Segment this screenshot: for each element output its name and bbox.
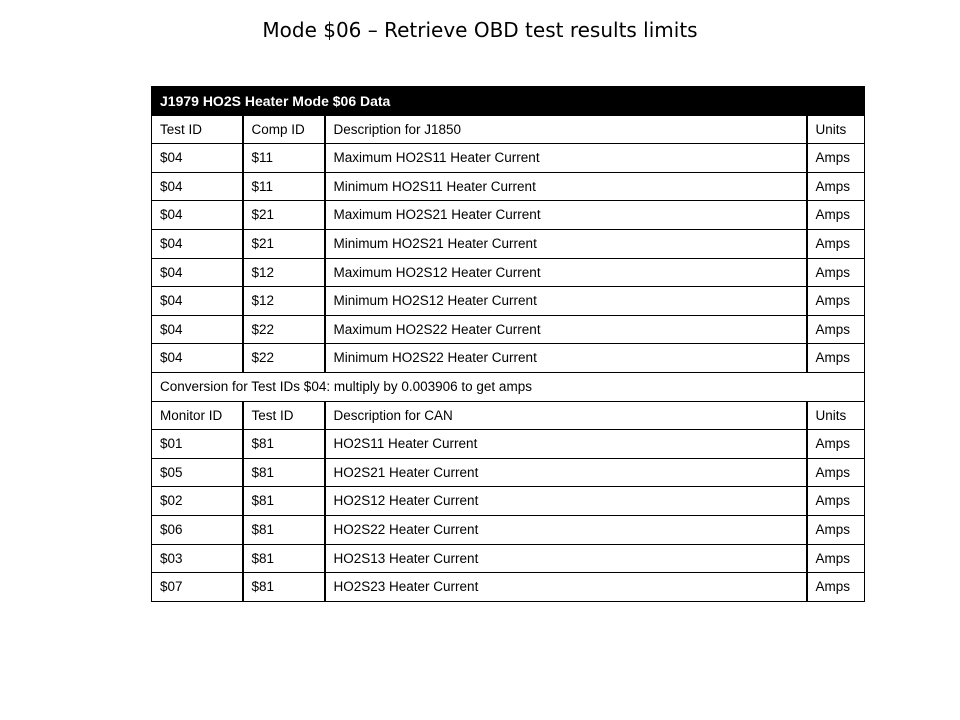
mode06-data-table (151, 86, 865, 602)
cell-description: HO2S13 Heater Current (325, 544, 807, 573)
conversion-note: Conversion for Test IDs $04: multiply by 0.003906 to get amps (152, 372, 865, 401)
j1850-header-row (152, 115, 865, 144)
cell-description: Minimum HO2S12 Heater Current (325, 287, 807, 316)
cell-description: Description for CAN (325, 401, 807, 430)
cell-sub-id: $81 (243, 515, 325, 544)
cell-units: Amps (807, 487, 865, 516)
cell-id: $02 (152, 487, 243, 516)
cell-description: Minimum HO2S22 Heater Current (325, 344, 807, 373)
j1850-table-row (152, 315, 865, 344)
can-table-row (152, 573, 865, 602)
cell-id: $04 (152, 315, 243, 344)
cell-units: Amps (807, 315, 865, 344)
cell-description: HO2S21 Heater Current (325, 458, 807, 487)
cell-sub-id: $21 (243, 229, 325, 258)
cell-sub-id: $12 (243, 287, 325, 316)
table-caption-row (152, 87, 865, 116)
table-caption: J1979 HO2S Heater Mode $06 Data (152, 87, 865, 116)
cell-sub-id: $81 (243, 487, 325, 516)
cell-units: Amps (807, 144, 865, 173)
cell-units: Amps (807, 344, 865, 373)
cell-id: $04 (152, 144, 243, 173)
cell-description: Maximum HO2S21 Heater Current (325, 201, 807, 230)
cell-id: $04 (152, 172, 243, 201)
cell-units: Units (807, 115, 865, 144)
j1850-table-row (152, 144, 865, 173)
cell-description: HO2S23 Heater Current (325, 573, 807, 602)
cell-units: Units (807, 401, 865, 430)
can-table-row (152, 515, 865, 544)
j1850-table-row (152, 258, 865, 287)
cell-units: Amps (807, 258, 865, 287)
cell-description: Maximum HO2S22 Heater Current (325, 315, 807, 344)
cell-id: $04 (152, 229, 243, 258)
cell-units: Amps (807, 201, 865, 230)
cell-units: Amps (807, 287, 865, 316)
cell-description: HO2S12 Heater Current (325, 487, 807, 516)
cell-description: Minimum HO2S21 Heater Current (325, 229, 807, 258)
cell-sub-id: $12 (243, 258, 325, 287)
j1850-table-row (152, 287, 865, 316)
cell-sub-id: $11 (243, 172, 325, 201)
cell-description: Maximum HO2S11 Heater Current (325, 144, 807, 173)
cell-id: Monitor ID (152, 401, 243, 430)
cell-sub-id: $22 (243, 344, 325, 373)
cell-units: Amps (807, 229, 865, 258)
cell-id: $04 (152, 201, 243, 230)
cell-sub-id: $81 (243, 458, 325, 487)
cell-sub-id: Test ID (243, 401, 325, 430)
cell-id: $04 (152, 258, 243, 287)
cell-sub-id: Comp ID (243, 115, 325, 144)
cell-units: Amps (807, 458, 865, 487)
can-header-row (152, 401, 865, 430)
can-table-row (152, 430, 865, 459)
cell-id: Test ID (152, 115, 243, 144)
cell-description: HO2S22 Heater Current (325, 515, 807, 544)
cell-id: $06 (152, 515, 243, 544)
mode06-table-container (151, 86, 864, 602)
cell-description: Description for J1850 (325, 115, 807, 144)
cell-sub-id: $11 (243, 144, 325, 173)
cell-sub-id: $81 (243, 430, 325, 459)
cell-sub-id: $21 (243, 201, 325, 230)
cell-description: Maximum HO2S12 Heater Current (325, 258, 807, 287)
j1850-table-row (152, 201, 865, 230)
can-table-row (152, 458, 865, 487)
conversion-note-row (152, 372, 865, 401)
cell-units: Amps (807, 430, 865, 459)
j1850-table-row (152, 229, 865, 258)
cell-sub-id: $81 (243, 573, 325, 602)
cell-sub-id: $81 (243, 544, 325, 573)
cell-units: Amps (807, 515, 865, 544)
j1850-table-row (152, 172, 865, 201)
cell-id: $04 (152, 287, 243, 316)
cell-description: HO2S11 Heater Current (325, 430, 807, 459)
cell-units: Amps (807, 544, 865, 573)
cell-id: $05 (152, 458, 243, 487)
cell-description: Minimum HO2S11 Heater Current (325, 172, 807, 201)
cell-id: $01 (152, 430, 243, 459)
cell-sub-id: $22 (243, 315, 325, 344)
can-table-row (152, 487, 865, 516)
cell-units: Amps (807, 573, 865, 602)
cell-units: Amps (807, 172, 865, 201)
slide-title: Mode $06 – Retrieve OBD test results limits (262, 18, 698, 42)
cell-id: $03 (152, 544, 243, 573)
can-table-row (152, 544, 865, 573)
j1850-table-row (152, 344, 865, 373)
cell-id: $07 (152, 573, 243, 602)
cell-id: $04 (152, 344, 243, 373)
